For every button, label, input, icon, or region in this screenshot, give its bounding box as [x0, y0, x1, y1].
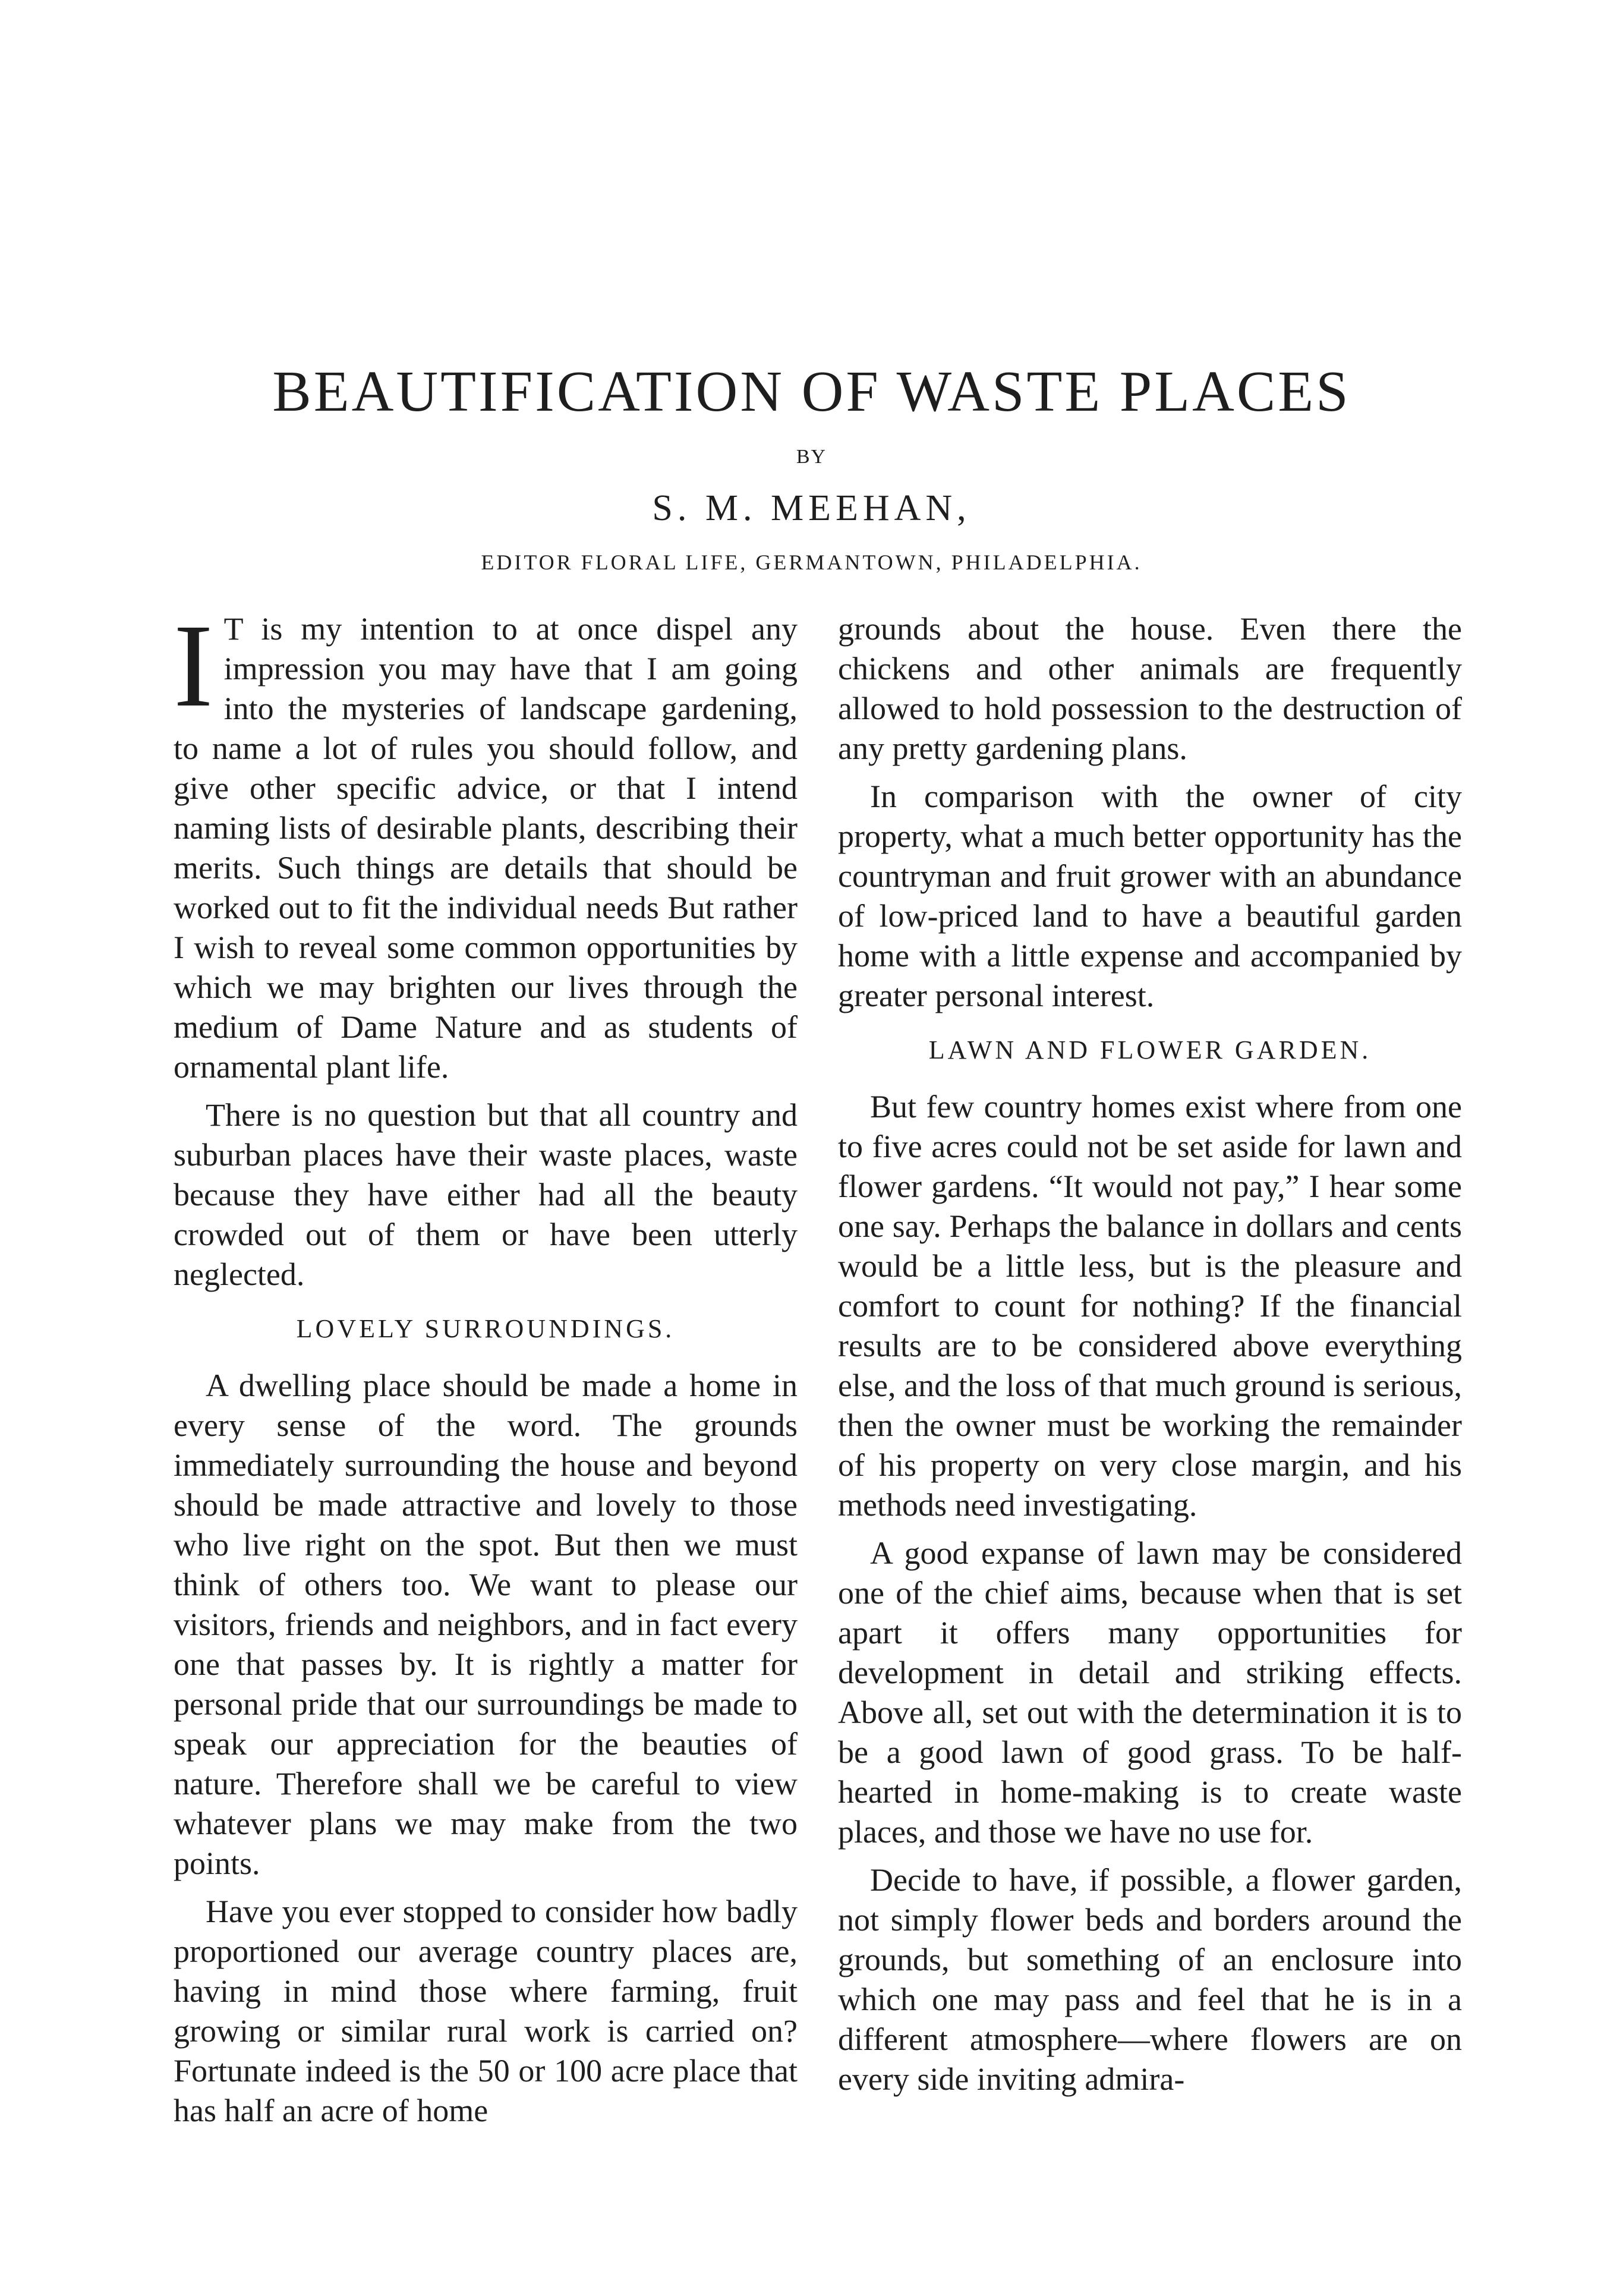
paragraph: Have you ever stopped to consider how badly proportioned our average country places are, having in mind those where farming, fruit growing or similar rural work is carried on? Fortunate indeed is the 50 or 100 acre place that has half an acre of home	[174, 1894, 798, 2128]
author-name: S. M. MEEHAN,	[652, 488, 971, 528]
section-heading: LOVELY SURROUNDINGS.	[296, 1314, 675, 1343]
section-heading: LAWN AND FLOWER GARDEN.	[928, 1035, 1372, 1064]
left-column	[174, 600, 798, 2139]
paragraph: T is my intention to at once dispel any impression you may have that I am going into the mysteries of landscape gardening, to name a lot of rules you should follow, and give other specific advice, or that I intend naming lists of desirable plants, describing their merits. Such things are details that should be worked out to fit the individual needs But rather I wish to reveal some common opportunities by which we may brighten our lives through the medium of Dame Nature and as students of ornamental plant life.	[174, 611, 798, 1085]
paragraph: Decide to have, if possible, a flower garden, not simply flower beds and borders around the grounds, but something of an enclosure into which one may pass and feel that he is in a different atmosphere—where flowers are on every side inviting admira-	[838, 1862, 1462, 2097]
paragraph: A dwelling place should be made a home in every sense of the word. The grounds immediately surrounding the house and beyond should be made attractive and lovely to those who live right on the spot. But then we must think of others too. We want to please our visitors, friends and neighbors, and in fact every one that passes by. It is rightly a matter for personal pride that our surroundings be made to speak our appreciation for the beauties of nature. Therefore shall we be careful to view whatever plans we may make from the two points.	[174, 1368, 798, 1881]
paragraph: There is no question but that all country and suburban places have their waste places, waste because they have either had all the beauty crowded out of them or have been utterly neglected.	[174, 1097, 798, 1292]
paragraph: A good expanse of lawn may be considered one of the chief aims, because when that is set apart it offers many opportunities for development in detail and striking effects. Above all, set out with the determination it is to be a good lawn of good grass. To be half-hearted in home-making is to create waste places, and those we have no use for.	[838, 1535, 1462, 1850]
article-title: BEAUTIFICATION OF WASTE PLACES	[272, 360, 1351, 424]
drop-cap: I	[174, 600, 213, 732]
paragraph: grounds about the house. Even there the chickens and other animals are frequently allowed to hold possession to the destruction of any pretty gardening plans.	[838, 611, 1462, 766]
paragraph: But few country homes exist where from one to five acres could not be set aside for lawn and flower gardens. “It would not pay,” I hear some one say. Perhaps the balance in dollars and cents would be a little less, but is the pleasure and comfort to count for nothing? If the financial results are to be considered above everything else, and the loss of that much ground is serious, then the owner must be working the remainder of his property on very close margin, and his methods need investigating.	[838, 1089, 1462, 1523]
byline-by: BY	[796, 446, 827, 468]
right-column	[838, 609, 1462, 2108]
author-affiliation: EDITOR FLORAL LIFE, GERMANTOWN, PHILADELPHIA.	[481, 550, 1142, 574]
paragraph: In comparison with the owner of city property, what a much better opportunity has the countryman and fruit grower with an abundance of low-priced land to have a beautiful garden home with a little expense and accompanied by greater personal interest.	[838, 779, 1462, 1013]
